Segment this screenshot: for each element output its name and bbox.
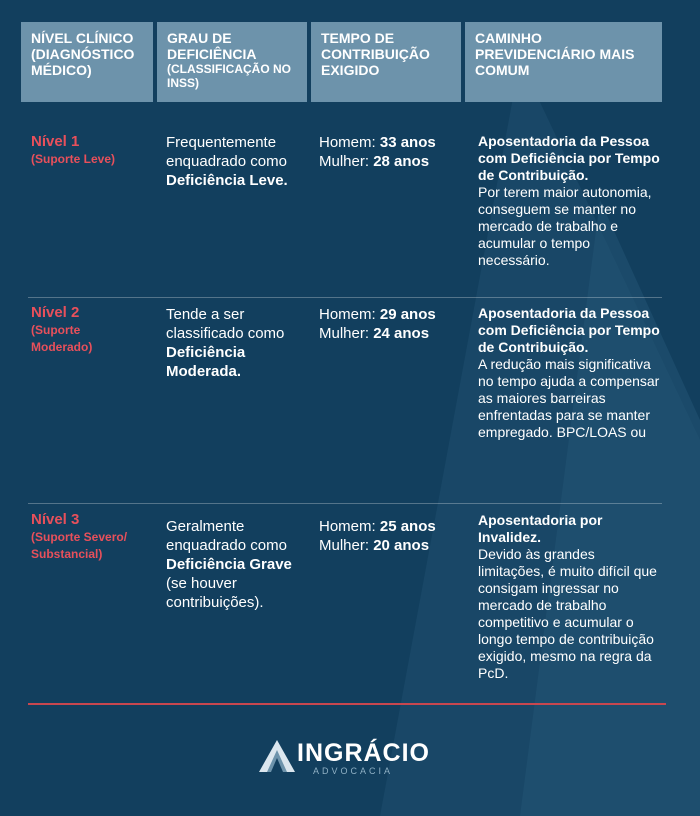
row-3-path (478, 512, 663, 682)
level-support: (Suporte Leve) (31, 152, 116, 166)
logo-name: INGRÁCIO (297, 739, 430, 767)
header-title: GRAU DE DEFICIÊNCIA (167, 30, 257, 62)
row-1-grade (166, 133, 306, 190)
path-title: Aposentadoria por Invalidez. (478, 512, 603, 545)
row-2-grade (166, 305, 306, 381)
level-name: Nível 2 (31, 304, 80, 321)
row-3-grade (166, 517, 306, 612)
level-support: (Suporte Moderado) (31, 323, 93, 354)
women-label: Mulher: (319, 153, 370, 170)
grade-bold: Deficiência Leve. (166, 172, 288, 189)
path-title: Aposentadoria da Pessoa com Deficiência por Tempo de Contribuição. (478, 305, 660, 355)
row-3-time (319, 517, 463, 555)
women-time (319, 152, 463, 171)
header-title: CAMINHO PREVIDENCIÁRIO MAIS COMUM (475, 30, 635, 78)
footer-divider (28, 703, 666, 705)
women-time (319, 324, 463, 343)
men-label: Homem: (319, 134, 376, 151)
header-subtitle: (DIAGNÓSTICO MÉDICO) (31, 46, 135, 78)
row-1-level (31, 133, 153, 168)
men-label: Homem: (319, 306, 376, 323)
header-pension-path (465, 22, 662, 102)
men-time (319, 517, 463, 536)
women-time (319, 536, 463, 555)
men-value: 29 anos (379, 306, 436, 323)
women-value: 28 anos (373, 153, 430, 170)
header-disability-grade (157, 22, 307, 102)
path-description: A redução mais significativa no tempo ajuda a compensar as maiores barreiras enfrentadas para se manter empregado. BPC/LOAS ou (478, 356, 660, 440)
header-clinical-level (21, 22, 153, 102)
level-support: (Suporte Severo/ Substancial) (31, 530, 128, 561)
men-time (319, 305, 463, 324)
grade-bold: Deficiência Grave (166, 556, 292, 573)
triangle-logo-icon (257, 738, 297, 774)
header-subtitle: (CLASSIFICAÇÃO NO INSS) (167, 62, 291, 90)
level-name: Nível 1 (31, 133, 80, 150)
row-2-level (31, 304, 153, 356)
row-1-time (319, 133, 463, 171)
row-divider (28, 503, 662, 504)
header-contribution-time (311, 22, 461, 102)
grade-text: Frequentemente enquadrado como (166, 134, 287, 170)
women-value: 24 anos (373, 325, 430, 342)
row-2-time (319, 305, 463, 343)
row-divider (28, 297, 662, 298)
ingracio-logo (257, 738, 457, 778)
women-value: 20 anos (373, 537, 430, 554)
row-1-path (478, 133, 663, 269)
path-description: Devido às grandes limitações, é muito difícil que consigam ingressar no mercado de trabalho competitivo e acumular o longo tempo de contribuição exigido, mesmo na regra da PcD. (478, 546, 657, 681)
path-description: Por terem maior autonomia, conseguem se manter no mercado de trabalho e acumular o tempo necessário. (478, 184, 652, 268)
grade-text: Tende a ser classificado como (166, 306, 285, 342)
women-label: Mulher: (319, 325, 370, 342)
grade-text: Geralmente enquadrado como (166, 518, 287, 554)
grade-bold: Deficiência Moderada. (166, 344, 246, 380)
header-title: NÍVEL CLÍNICO (31, 30, 134, 46)
logo-subtitle: ADVOCACIA (313, 766, 394, 776)
level-name: Nível 3 (31, 511, 80, 528)
women-label: Mulher: (319, 537, 370, 554)
row-3-level (31, 511, 153, 563)
men-value: 33 anos (379, 134, 436, 151)
men-value: 25 anos (379, 518, 436, 535)
header-title: TEMPO DE CONTRIBUIÇÃO EXIGIDO (321, 30, 430, 78)
men-label: Homem: (319, 518, 376, 535)
men-time (319, 133, 463, 152)
path-title: Aposentadoria da Pessoa com Deficiência por Tempo de Contribuição. (478, 133, 660, 183)
row-2-path (478, 305, 663, 441)
grade-note: (se houver contribuições). (166, 575, 264, 611)
